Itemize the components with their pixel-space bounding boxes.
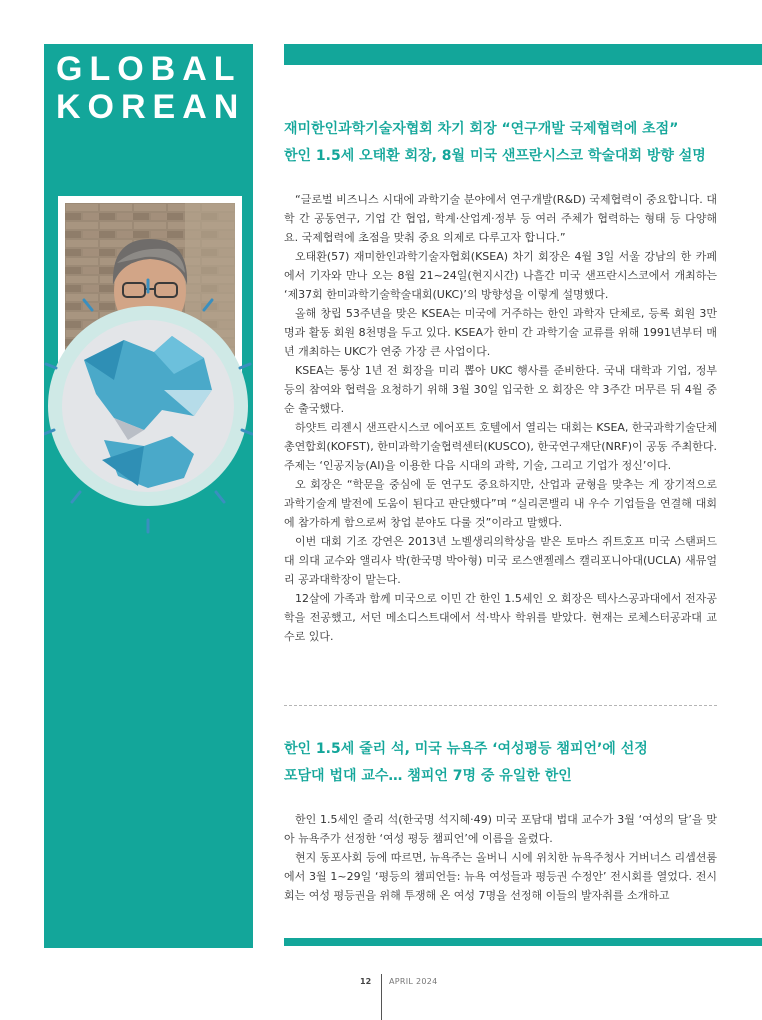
article2-body: [284, 810, 717, 905]
article1-headline-line2: 한인 1.5세 오태환 회장, 8월 미국 샌프란시스코 학술대회 방향 설명: [284, 148, 706, 164]
footer-divider: [381, 974, 382, 1020]
article1-paragraph: 오태환(57) 재미한인과학기술자협회(KSEA) 차기 회장은 4월 3일 서울 강남의 한 카페에서 기자와 만나 오는 8월 21~24일(현지시간) 나흘간 미국 샌프란시스코에서 개최하는 ‘제37회 한미과학기술학술대회(UKC)’의 방향성을 이렇게 설명했다.: [284, 250, 717, 301]
section-title-line2: KOREAN: [56, 88, 246, 126]
article1-paragraph: 하얏트 리젠시 샌프란시스코 에어포트 호텔에서 열리는 대회는 KSEA, 한국과학기술단체총연합회(KOFST), 한미과학기술협력센터(KUSCO), 한국연구재단(NRF)이 공동 주최한다. 주제는 ‘인공지능(AI)을 이용한 다음 시대의 과학, 기술, 그리고 기업가 정신’이다.: [284, 421, 717, 472]
article1-paragraph: 12살에 가족과 함께 미국으로 이민 간 한인 1.5세인 오 회장은 텍사스공과대에서 전자공학을 전공했고, 서던 메소디스트대에서 석·박사 학위를 받았다. 현재는 로체스터공과대 교수로 있다.: [284, 592, 717, 643]
article1-paragraph: 올해 창립 53주년을 맞은 KSEA는 미국에 거주하는 한인 과학자 단체로, 등록 회원 3만명과 활동 회원 8천명을 두고 있다. KSEA가 한미 간 과학기술 교류를 위해 1991년부터 매년 개최하는 UKC가 연중 가장 큰 사업이다.: [284, 307, 717, 358]
article2-paragraph: 현지 동포사회 등에 따르면, 뉴욕주는 올버니 시에 위치한 뉴욕주청사 거버너스 리셉션룸에서 3월 1~29일 ‘평등의 챔피언들: 뉴욕 여성들과 평등권 수정안’ 전시회를 열었다. 전시회는 여성 평등권을 위해 투쟁해 온 여성 7명을 선정해 이들의 발자취를 소개하고: [284, 851, 717, 902]
article1-paragraph: 오 회장은 “학문을 중심에 둔 연구도 중요하지만, 산업과 균형을 맞추는 게 장기적으로 과학기술계 발전에 도움이 된다고 판단했다”며 “실리콘밸리 내 우수 기업들을 연결해 대회에 참가하게 함으로써 창업 분야도 다룰 것”이라고 말했다.: [284, 478, 717, 529]
page-number: 12: [360, 977, 372, 986]
article2-paragraph: 한인 1.5세인 줄리 석(한국명 석지혜·49) 미국 포담대 법대 교수가 3월 ‘여성의 달’을 맞아 뉴욕주가 선정한 ‘여성 평등 챔피언’에 이름을 올렸다.: [284, 813, 717, 845]
sidebar: [44, 44, 253, 948]
article1-paragraph: “글로벌 비즈니스 시대에 과학기술 분야에서 연구개발(R&D) 국제협력이 중요합니다. 대학 간 공동연구, 기업 간 협업, 학계·산업계·정부 등 여러 주체가 협력하는 형태 등 다양해요. 국제협력에 초점을 맞춰 중요 의제로 다루고자 합니다.”: [284, 193, 717, 244]
article-divider: [284, 705, 717, 706]
issue-date: APRIL 2024: [389, 977, 438, 986]
section-title: [56, 50, 245, 126]
article1-headline-line1: 재미한인과학기술자협회 차기 회장 “연구개발 국제협력에 초점”: [284, 121, 679, 137]
article2-headline-line1: 한인 1.5세 줄리 석, 미국 뉴욕주 ‘여성평등 챔피언’에 선정: [284, 741, 648, 757]
article2-headline-line2: 포담대 법대 교수… 챔피언 7명 중 유일한 한인: [284, 768, 572, 784]
top-accent-bar: [284, 44, 762, 65]
article1-paragraph: KSEA는 통상 1년 전 회장을 미리 뽑아 UKC 행사를 준비한다. 국내 대학과 기업, 정부 등의 참여와 협력을 요청하기 위해 3월 30일 입국한 오 회장은 약 3주간 머무른 뒤 4월 중순 출국했다.: [284, 364, 717, 415]
section-title-line1: GLOBAL: [56, 50, 242, 88]
article2-headline: [284, 736, 754, 790]
globe-illustration: [44, 240, 253, 580]
article1-body: [284, 190, 717, 646]
article1-paragraph: 이번 대회 기조 강연은 2013년 노벨생리의학상을 받은 토마스 쥐트호프 미국 스탠퍼드대 의대 교수와 앨리사 박(한국명 박아형) 미국 로스앤젤레스 캘리포니아대(UCLA) 새뮤얼리 공과대학장이 맡는다.: [284, 535, 717, 586]
bottom-accent-bar: [284, 938, 762, 946]
article1-headline: [284, 116, 754, 170]
